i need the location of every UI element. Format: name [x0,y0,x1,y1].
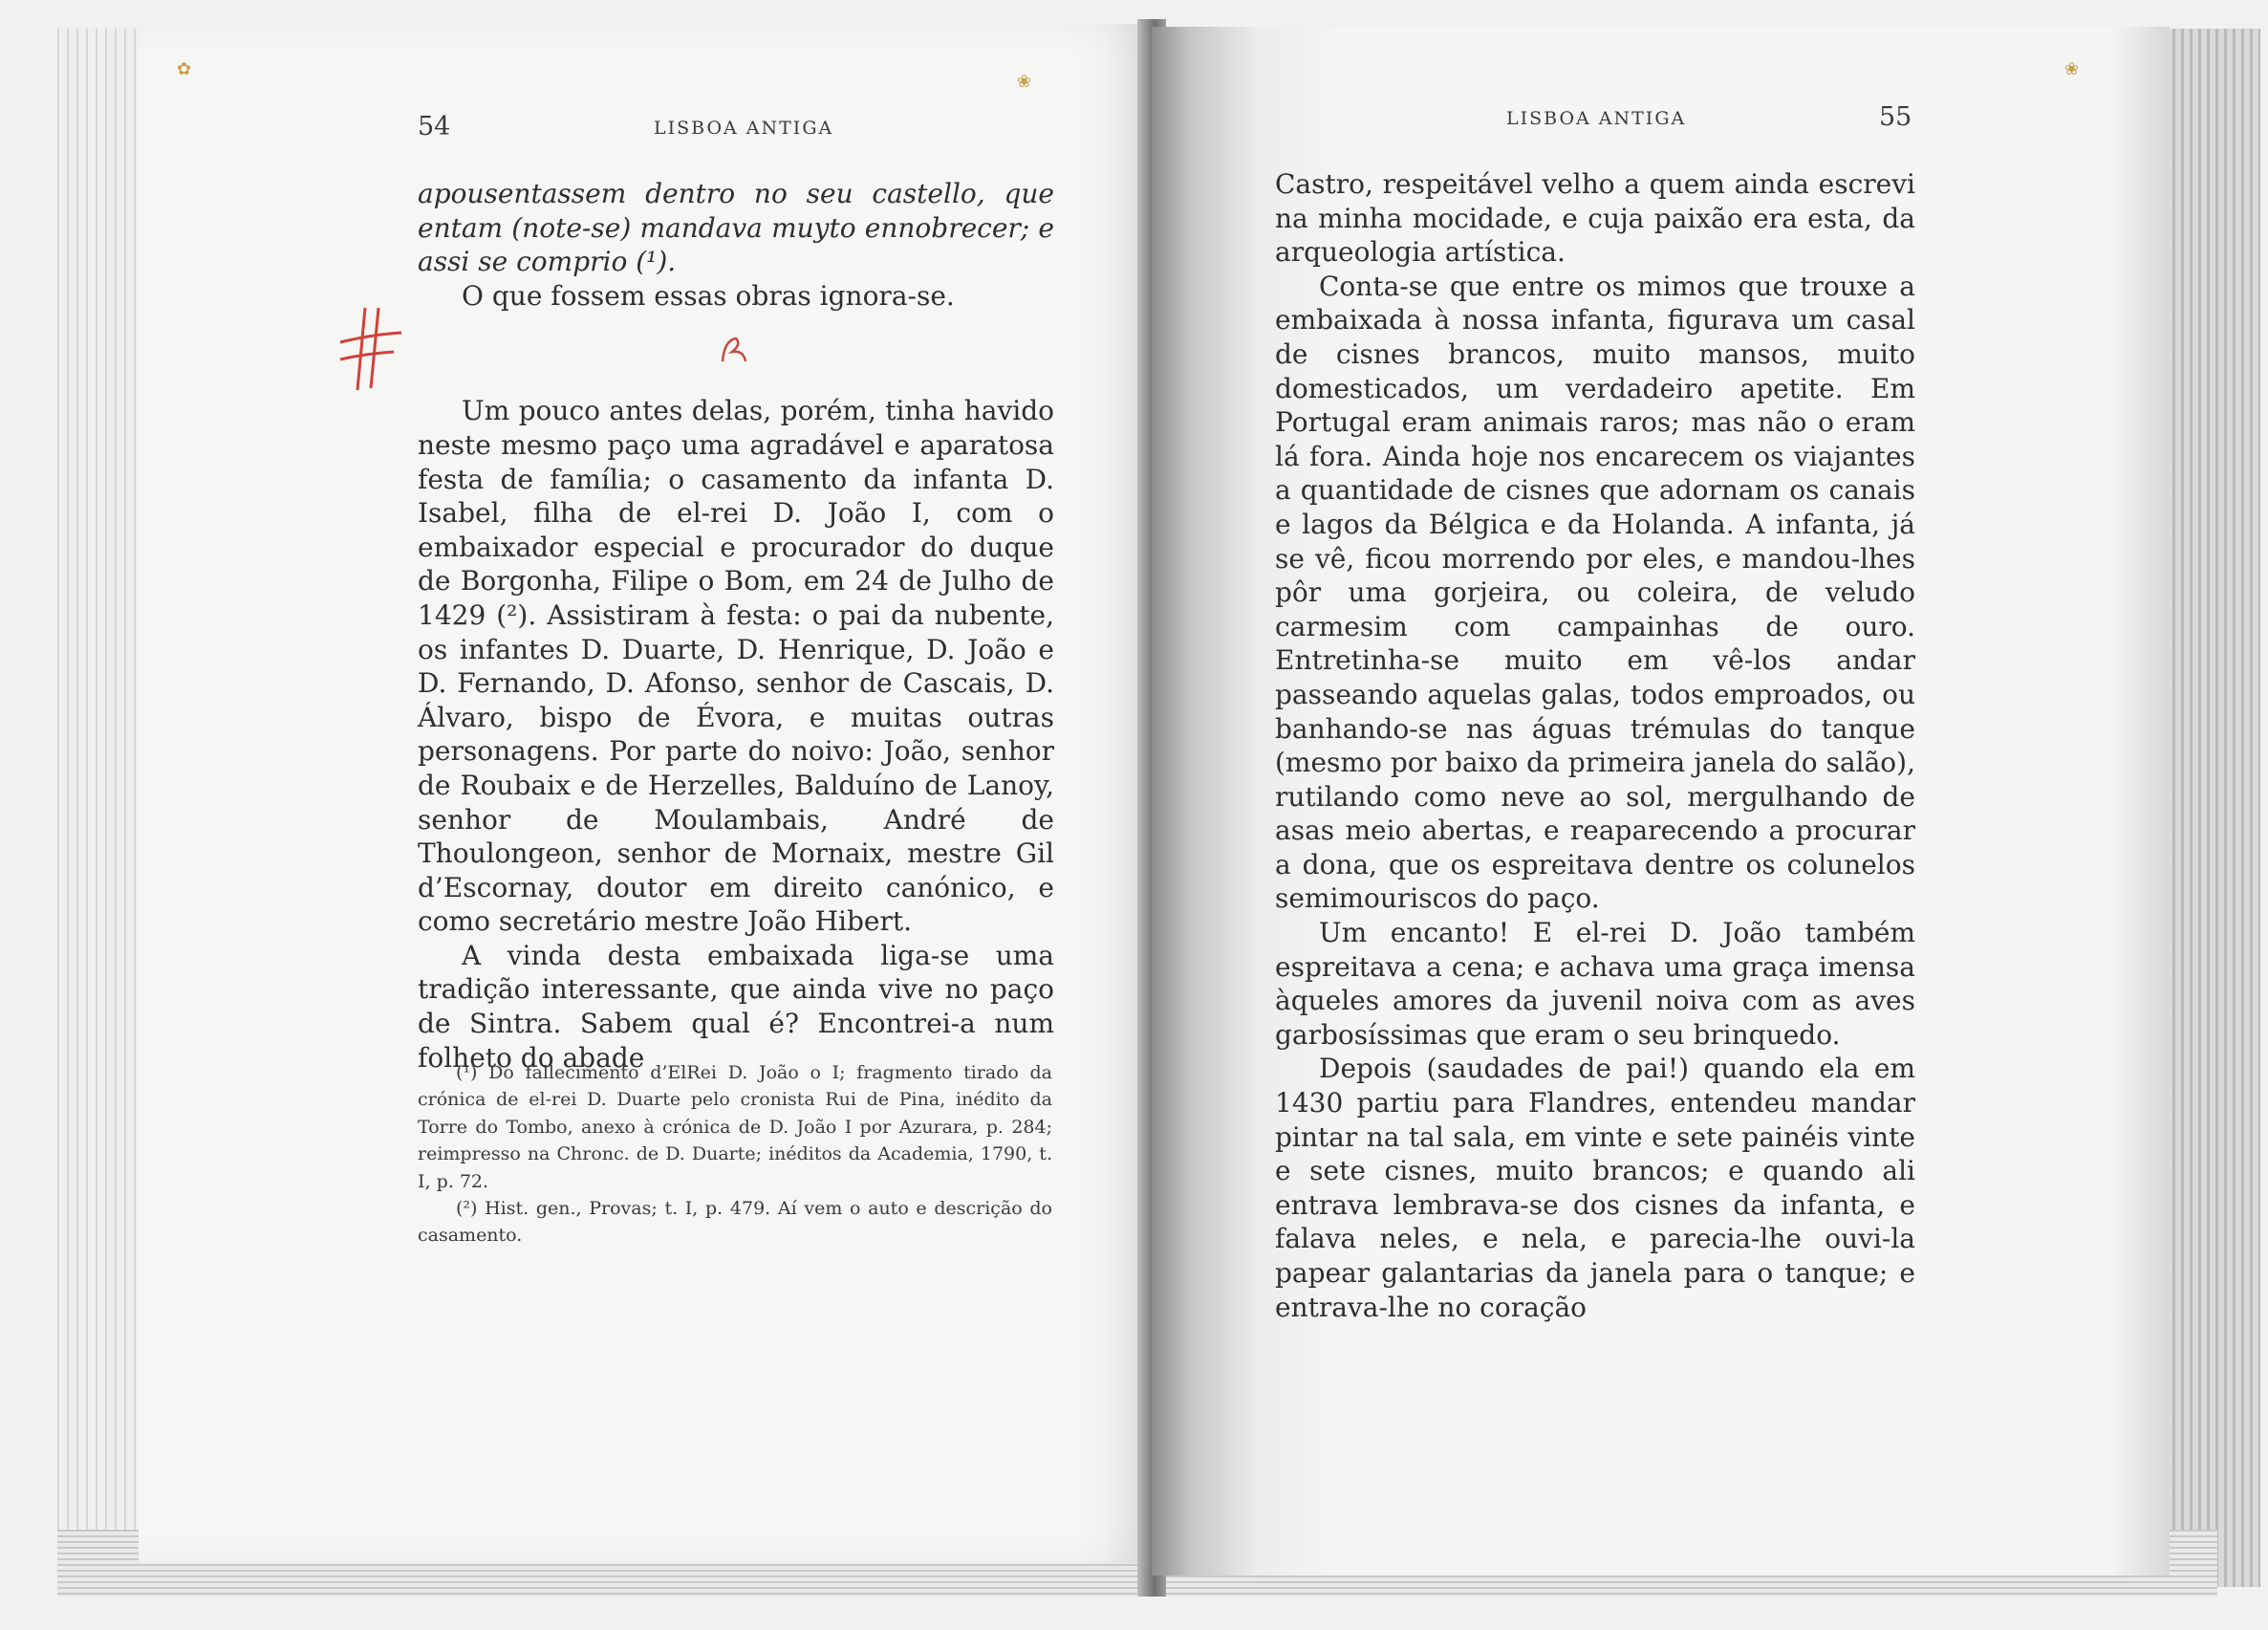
left-running-head: LISBOA ANTIGA [654,118,834,139]
left-footnotes [418,1059,1052,1250]
footnote-1: (¹) Do fallecimento d’ElRei D. João o I; fragmento tirado da crónica de el-rei D. Duarte pelo cronista Rui de Pina, inédito da Torre do Tombo, anexo à crónica de D. João I por Azurara, p. 284; reimpresso na Chronc. de D. Duarte; inéditos da Academia, 1790, t. I, p. 72. [418,1062,1052,1192]
footnote-2: (²) Hist. gen., Provas; t. I, p. 479. Aí vem o auto e descrição do casamento. [418,1198,1052,1247]
left-paragraph-4: A vinda desta embaixada liga-se uma tradição interessante, que ainda vive no paço de Sintra. Sabem qual é? Encontrei-a num folheto do abade [418,939,1054,1074]
right-paragraph-2: Conta-se que entre os mimos que trouxe a embaixada à nossa infanta, figurava um casal de cisnes brancos, muito mansos, muito domesticados, um verdadeiro apetite. Em Portugal eram animais raros; mas não o eram lá fora. Ainda hoje nos encarecem os viajantes a quantidade de cisnes que adornam os canais e lagos da Bélgica e da Holanda. A infanta, já se vê, ficou morrendo por eles, e mandou-lhes pôr uma gorjeira, ou coleira, de veludo carmesim com campainhas de ouro. Entretinha-se muito em vê-los andar passeando aquelas galas, todos emproados, ou banhando-se nas águas trémulas do tanque (mesmo por baixo da primeira janela do salão), rutilando como neve ao sol, mergulhando de asas meio abertas, e reaparecendo a procurar a dona, que os espreitava dentre os colunelos semimouriscos do paço. [1275,270,1915,915]
right-running-head: LISBOA ANTIGA [1506,108,1687,129]
right-paragraph-1: Castro, respeitável velho a quem ainda escrevi na minha mocidade, e cuja paixão era esta, da arqueologia artística. [1275,168,1915,269]
right-page-number: 55 [1879,102,1912,132]
left-body-text [418,177,1054,1075]
left-paragraph-2: O que fossem essas obras ignora-se. [462,279,955,312]
right-body-text [1275,167,1915,1324]
left-page-stack-edge [57,29,143,1577]
left-paragraph-3: Um pouco antes delas, porém, tinha havido neste mesmo paço uma agradável e aparatosa festa de família; o casamento da infanta D. Isabel, filha de el-rei D. João I, com o embaixador especial e procurador do duque de Borgonha, Filipe o Bom, em 24 de Julho de 1429 (²). Assistiram à festa: o pai da nubente, os infantes D. Duarte, D. Henrique, D. João e D. Fernando, D. Afonso, senhor de Cascais, D. Álvaro, bispo de Évora, e muitas outras personagens. Por parte do noivo: João, senhor de Roubaix e de Herzelles, Balduíno de Lanoy, senhor de Moulambais, André de Thoulongeon, senhor de Mornaix, mestre Gil d’Escornay, doutor em direito canónico, e como secretário mestre João Hibert. [418,395,1054,938]
red-hash-mark-icon [336,306,403,392]
left-paragraph-1: apousentassem dentro no seu castello, que entam (note-se) mandava muyto ennobrecer; e assi se comprio (¹). [418,178,1054,278]
scan-speck-icon: ✿ [177,59,192,79]
right-paragraph-3: Um encanto! E el-rei D. João também espreitava a cena; e achava uma graça imensa àqueles amores da juvenil noiva com as aves garbosíssimas que eram o seu brinquedo. [1275,917,1915,1051]
red-pencil-mark-icon [717,333,751,367]
scan-speck-icon: ❀ [1017,72,1032,92]
left-page-number: 54 [418,112,451,141]
right-paragraph-4: Depois (saudades de pai!) quando ela em 1430 partiu para Flandres, entendeu mandar pintar na tal sala, em vinte e sete painéis vinte e sete cisnes, muito brancos; e quando ali entrava lembrava-se dos cisnes da infanta, e falava neles, e nela, e parecia-lhe ouvi-la papear galantarias da janela para o tanque; e entrava-lhe no coração [1275,1053,1915,1323]
right-page-stack-edge [2155,29,2260,1587]
scan-speck-icon: ❀ [2064,59,2080,79]
